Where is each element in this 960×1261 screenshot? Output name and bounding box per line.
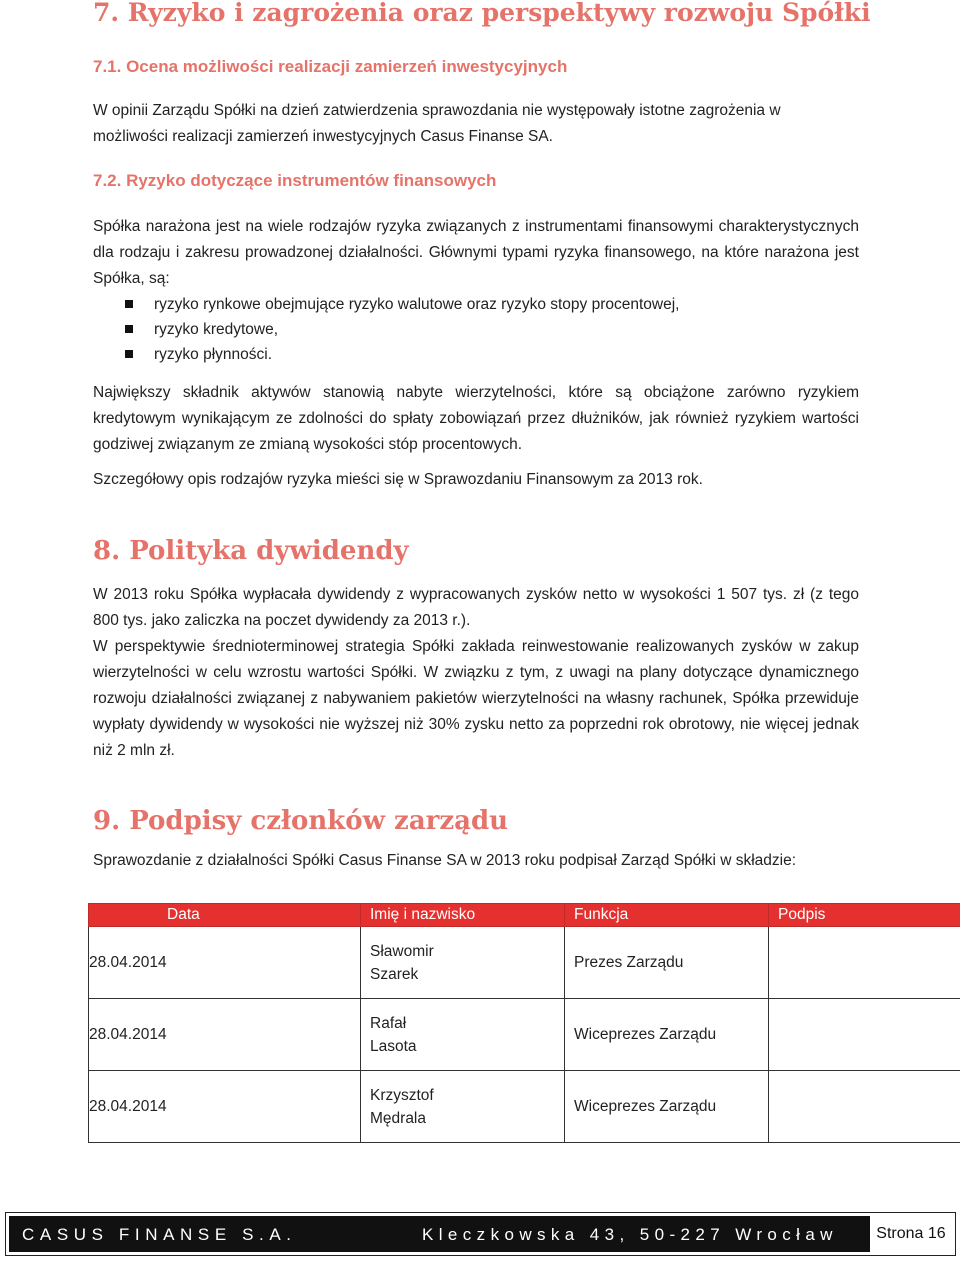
cell-function: Prezes Zarządu [565, 927, 769, 999]
board-signatures-table [88, 903, 960, 1143]
column-header-date: Data [89, 904, 361, 927]
list-item [93, 317, 859, 342]
table-row [89, 999, 960, 1071]
table-row [89, 1071, 960, 1143]
cell-function: Wiceprezes Zarządu [565, 1071, 769, 1143]
cell-function: Wiceprezes Zarządu [565, 999, 769, 1071]
section-9-heading: 9. Podpisy członków zarządu [93, 806, 509, 836]
cell-date: 28.04.2014 [89, 1071, 361, 1143]
list-item [93, 292, 859, 317]
section-7-2-paragraph-2: Największy składnik aktywów stanowią nabyte wierzytelności, które są obciążone zarówno ryzykiem kredytowym wynikającym ze zdolności do spłaty zobowiązań przez dłużników, jak również ryzykiem wartości godziwej związanym ze zmianą wysokości stóp procentowych. [93, 384, 859, 453]
column-header-name: Imię i nazwisko [361, 904, 565, 927]
list-item-text: ryzyko rynkowe obejmujące ryzyko walutowe oraz ryzyko stopy procentowej, [154, 296, 680, 313]
section-7-1-text: W opinii Zarządu Spółki na dzień zatwierdzenia sprawozdania nie występowały istotne zagrożenia w możliwości realizacji zamierzeń inwestycyjnych Casus Finanse SA. [93, 102, 781, 145]
cell-date: 28.04.2014 [89, 927, 361, 999]
square-bullet-icon [125, 350, 133, 358]
list-item-text: ryzyko płynności. [154, 346, 273, 363]
cell-signature [769, 999, 960, 1071]
square-bullet-icon [125, 325, 133, 333]
risk-bullet-list [93, 292, 859, 367]
last-name: Mędrala [370, 1109, 426, 1127]
first-name: Rafał [370, 1014, 407, 1032]
last-name: Szarek [370, 965, 419, 983]
cell-name [361, 1071, 565, 1143]
footer-company-name: CASUS FINANSE S.A. [22, 1225, 297, 1244]
first-name: Krzysztof [370, 1086, 434, 1104]
page-number: Strona 16 [869, 1216, 952, 1252]
cell-signature [769, 927, 960, 999]
section-7-2-paragraph-3: Szczegółowy opis rodzajów ryzyka mieści się w Sprawozdaniu Finansowym za 2013 rok. [93, 471, 703, 488]
cell-signature [769, 1071, 960, 1143]
list-item-text: ryzyko kredytowe, [154, 321, 279, 338]
cell-name [361, 999, 565, 1071]
last-name: Lasota [370, 1037, 417, 1055]
first-name: Sławomir [370, 942, 434, 960]
section-7-heading: 7. Ryzyko i zagrożenia oraz perspektywy rozwoju Spółki [93, 0, 871, 27]
section-9-intro: Sprawozdanie z działalności Spółki Casus Finanse SA w 2013 roku podpisał Zarząd Spółki w składzie: [93, 852, 797, 869]
section-8-heading: 8. Polityka dywidendy [93, 536, 409, 566]
cell-name [361, 927, 565, 999]
footer-bar [9, 1216, 952, 1252]
column-header-signature: Podpis [769, 904, 960, 927]
square-bullet-icon [125, 300, 133, 308]
section-8-paragraph-2: W perspektywie średnioterminowej strategia Spółki zakłada reinwestowanie realizowanych zysków w zakup wierzytelności w celu wzrostu wartości Spółki. W związku z tym, z uwagi na plany dotyczące dynamicznego rozwoju działalności związanej z nabywaniem pakietów wierzytelności na własny rachunek, Spółka przewiduje wypłaty dywidendy w wysokości nie wyższej niż 30% zysku netto za poprzedni rok obrotowy, nie więcej jednak niż 2 mln zł. [93, 638, 859, 759]
section-8-paragraph-1: W 2013 roku Spółka wypłacała dywidendy z wypracowanych zysków netto w wysokości 1 507 tys. zł (z tego 800 tys. jako zaliczka na poczet dywidendy za 2013 r.). [93, 586, 859, 629]
cell-date: 28.04.2014 [89, 999, 361, 1071]
table-header-row [89, 904, 960, 927]
section-7-2-intro: Spółka narażona jest na wiele rodzajów ryzyka związanych z instrumentami finansowymi charakterystycznych dla rodzaju i zakresu prowadzonej działalności. Głównymi typami ryzyka finansowego, na które narażona jest Spółka, są: [93, 218, 859, 287]
footer-address: Kleczkowska 43, 50-227 Wrocław [422, 1225, 838, 1244]
section-7-2-heading: 7.2. Ryzyko dotyczące instrumentów finansowych [93, 171, 497, 190]
column-header-function: Funkcja [565, 904, 769, 927]
section-7-1-heading: 7.1. Ocena możliwości realizacji zamierzeń inwestycyjnych [93, 57, 568, 76]
table-row [89, 927, 960, 999]
list-item [93, 342, 859, 367]
page-footer [5, 1212, 956, 1256]
